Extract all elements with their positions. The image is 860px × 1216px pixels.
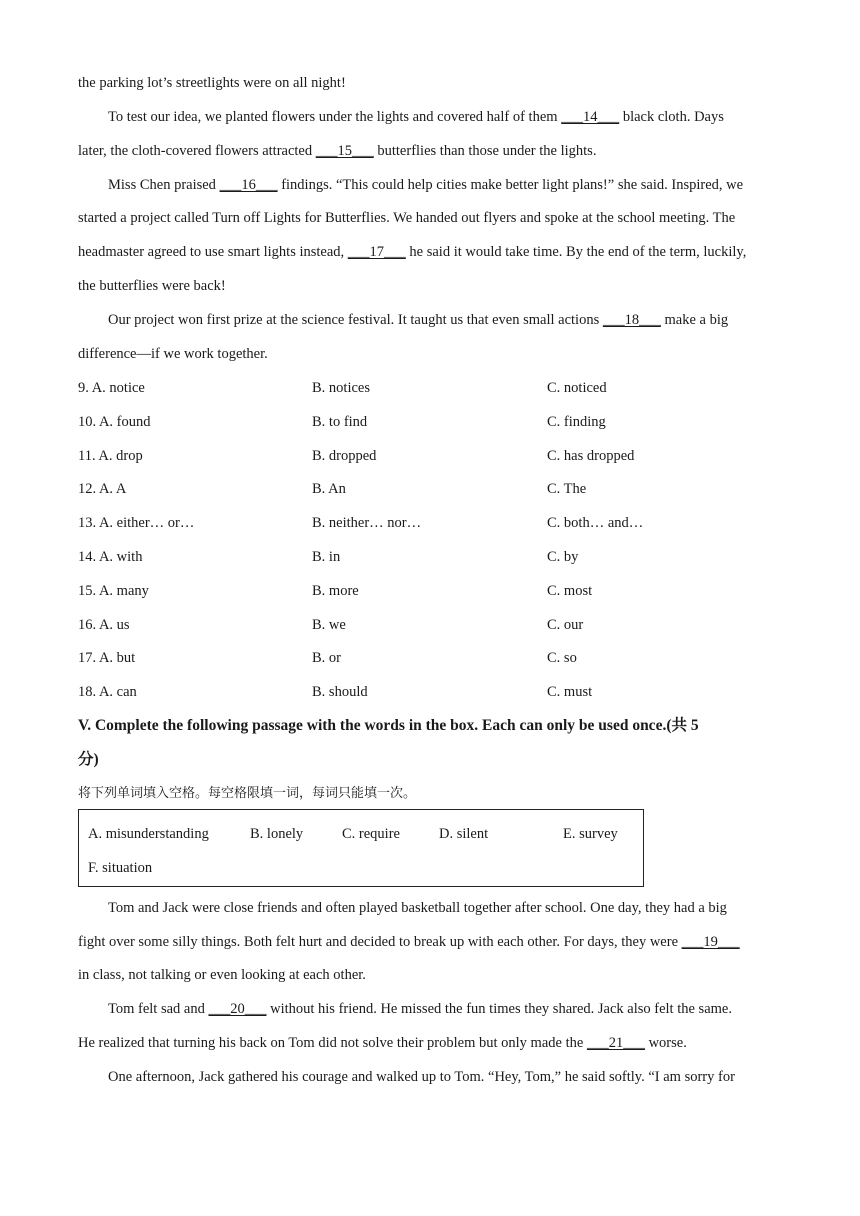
- text: Our project won first prize at the science festival. It taught us that even small actions: [108, 312, 603, 328]
- text: worse.: [644, 1035, 687, 1051]
- word-option-d: D. silent: [439, 826, 489, 842]
- word-box: [78, 809, 644, 887]
- option-12-c[interactable]: C. The: [547, 481, 587, 497]
- option-10-c[interactable]: C. finding: [547, 414, 606, 430]
- option-13-b[interactable]: B. neither… nor…: [312, 515, 422, 531]
- option-15-a[interactable]: 15. A. many: [78, 583, 149, 599]
- word-option-f: F. situation: [88, 860, 153, 876]
- passage-line: in class, not talking or even looking at each other.: [78, 967, 366, 983]
- passage-line: [78, 243, 746, 261]
- blank-15[interactable]: ___15___: [315, 143, 374, 159]
- option-11-a[interactable]: 11. A. drop: [78, 448, 143, 464]
- option-12-b[interactable]: B. An: [312, 481, 346, 497]
- passage-line: the butterflies were back!: [78, 278, 226, 294]
- section-instruction: 将下列单词填入空格。每空格限填一词，每词只能填一次。: [78, 786, 417, 801]
- option-11-b[interactable]: B. dropped: [312, 448, 377, 464]
- option-9-b[interactable]: B. notices: [312, 380, 370, 396]
- section-heading-cont: 分): [78, 751, 99, 768]
- word-option-e: E. survey: [563, 826, 618, 842]
- text: fight over some silly things. Both felt hurt and decided to break up with each other. For days, they were: [78, 934, 682, 950]
- option-15-b[interactable]: B. more: [312, 583, 359, 599]
- passage-line: [108, 311, 728, 329]
- option-17-c[interactable]: C. so: [547, 650, 577, 666]
- blank-21[interactable]: ___21___: [586, 1035, 645, 1051]
- passage-line: [78, 1034, 687, 1052]
- text: make a big: [660, 312, 729, 328]
- blank-19[interactable]: ___19___: [681, 934, 740, 950]
- blank-16[interactable]: ___16___: [219, 177, 278, 193]
- option-16-c[interactable]: C. our: [547, 617, 584, 633]
- section-heading: V. Complete the following passage with the words in the box. Each can only be used once.(共 5: [78, 717, 699, 734]
- option-16-a[interactable]: 16. A. us: [78, 617, 130, 633]
- option-13-c[interactable]: C. both… and…: [547, 515, 644, 531]
- text: without his friend. He missed the fun times they shared. Jack also felt the same.: [266, 1001, 732, 1017]
- option-14-c[interactable]: C. by: [547, 549, 579, 565]
- option-12-a[interactable]: 12. A. A: [78, 481, 127, 497]
- option-18-a[interactable]: 18. A. can: [78, 684, 137, 700]
- option-9-c[interactable]: C. noticed: [547, 380, 607, 396]
- text: black cloth. Days: [619, 109, 724, 125]
- text: He realized that turning his back on Tom did not solve their problem but only made the: [78, 1035, 587, 1051]
- blank-17[interactable]: ___17___: [347, 244, 406, 260]
- option-11-c[interactable]: C. has dropped: [547, 448, 635, 464]
- option-9-a[interactable]: 9. A. notice: [78, 380, 145, 396]
- passage-line: One afternoon, Jack gathered his courage and walked up to Tom. “Hey, Tom,” he said softly. “I am sorry for: [108, 1069, 735, 1085]
- word-option-a: A. misunderstanding: [88, 826, 209, 842]
- option-17-a[interactable]: 17. A. but: [78, 650, 136, 666]
- passage-line: [108, 1000, 732, 1018]
- option-10-b[interactable]: B. to find: [312, 414, 368, 430]
- passage-line: started a project called Turn off Lights for Butterflies. We handed out flyers and spoke at the school meeting. The: [78, 210, 736, 226]
- passage-line: the parking lot’s streetlights were on all night!: [78, 75, 346, 91]
- text: Miss Chen praised: [108, 177, 220, 193]
- passage-line: [108, 176, 743, 194]
- text: To test our idea, we planted flowers under the lights and covered half of them: [108, 109, 562, 125]
- passage-line: [108, 108, 724, 126]
- text: headmaster agreed to use smart lights instead,: [78, 244, 348, 260]
- option-18-b[interactable]: B. should: [312, 684, 368, 700]
- option-14-b[interactable]: B. in: [312, 549, 341, 565]
- text: later, the cloth-covered flowers attracted: [78, 143, 316, 159]
- word-option-c: C. require: [342, 826, 400, 842]
- option-10-a[interactable]: 10. A. found: [78, 414, 151, 430]
- option-14-a[interactable]: 14. A. with: [78, 549, 143, 565]
- option-16-b[interactable]: B. we: [312, 617, 346, 633]
- text: findings. “This could help cities make better light plans!” she said. Inspired, we: [277, 177, 744, 193]
- passage-line: [78, 933, 740, 951]
- blank-14[interactable]: ___14___: [561, 109, 620, 125]
- blank-18[interactable]: ___18___: [602, 312, 661, 328]
- passage-line: difference—if we work together.: [78, 346, 268, 362]
- text: Tom felt sad and: [108, 1001, 209, 1017]
- passage-line: [78, 142, 596, 160]
- passage-line: Tom and Jack were close friends and often played basketball together after school. One day, they had a big: [108, 900, 727, 916]
- text: butterflies than those under the lights.: [373, 143, 597, 159]
- option-17-b[interactable]: B. or: [312, 650, 341, 666]
- text: he said it would take time. By the end of the term, luckily,: [405, 244, 747, 260]
- option-13-a[interactable]: 13. A. either… or…: [78, 515, 195, 531]
- option-18-c[interactable]: C. must: [547, 684, 593, 700]
- option-15-c[interactable]: C. most: [547, 583, 593, 599]
- blank-20[interactable]: ___20___: [208, 1001, 267, 1017]
- word-option-b: B. lonely: [250, 826, 304, 842]
